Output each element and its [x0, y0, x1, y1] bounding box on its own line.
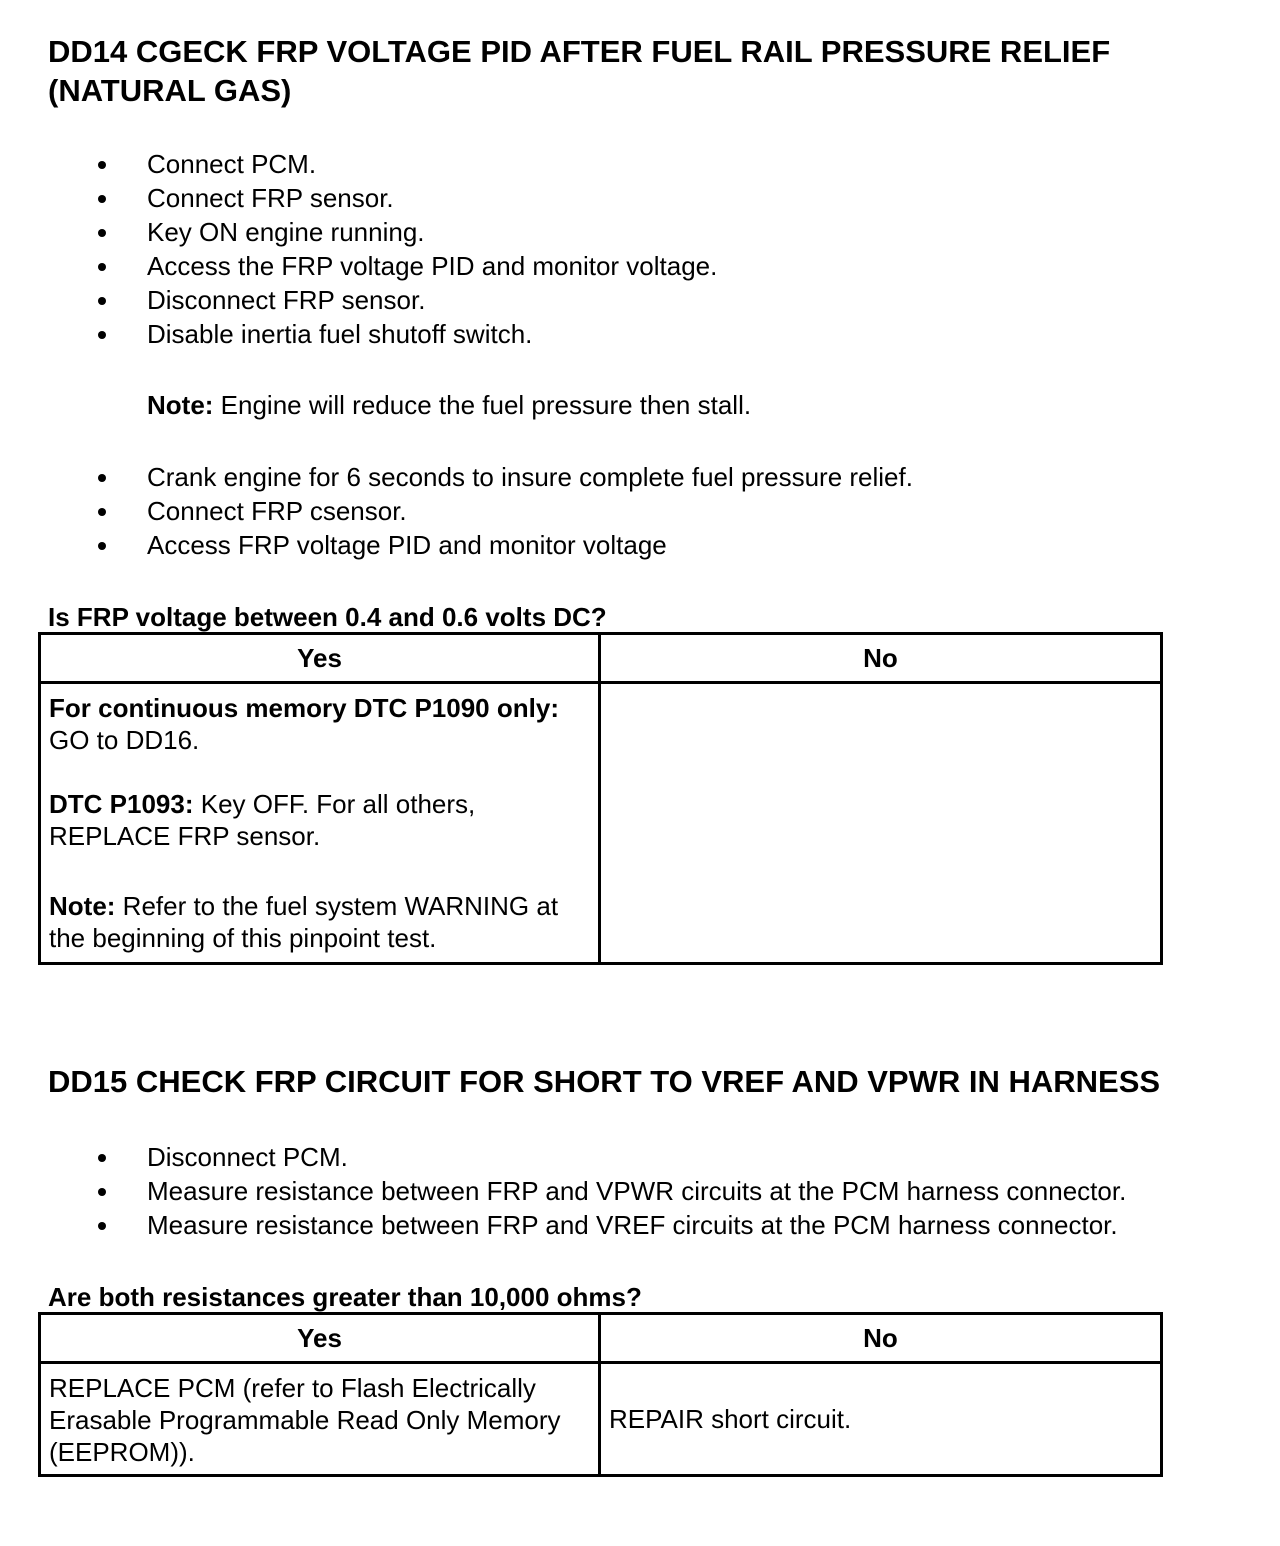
- yes-para-dtc-p1090: For continuous memory DTC P1090 only: GO to DD16.: [49, 693, 559, 755]
- dd14-title-line2: (NATURAL GAS): [48, 73, 292, 108]
- dd15-title: DD15 CHECK FRP CIRCUIT FOR SHORT TO VREF AND VPWR IN HARNESS: [48, 1064, 1161, 1099]
- bullet-icon: [98, 263, 106, 271]
- no-cell: [600, 683, 1162, 964]
- list-item: Connect FRP sensor.: [0, 181, 717, 215]
- bullet-icon: [98, 331, 106, 339]
- no-column-header: No: [600, 1314, 1162, 1363]
- no-column-header: No: [600, 634, 1162, 683]
- list-item: Disconnect FRP sensor.: [0, 283, 717, 317]
- list-item: Access the FRP voltage PID and monitor voltage.: [0, 249, 717, 283]
- table-row: [40, 1363, 1162, 1476]
- list-item: Access FRP voltage PID and monitor voltage: [0, 528, 913, 562]
- list-item: Disable inertia fuel shutoff switch.: [0, 317, 717, 351]
- list-item: Measure resistance between FRP and VREF circuits at the PCM harness connector.: [0, 1208, 1126, 1242]
- yes-para-dtc-p1093: DTC P1093: Key OFF. For all others, REPLACE FRP sensor.: [49, 789, 476, 851]
- dd15-question: Are both resistances greater than 10,000 ohms?: [48, 1282, 642, 1312]
- list-item: Disconnect PCM.: [0, 1140, 1126, 1174]
- yes-para-note: Note: Refer to the fuel system WARNING at the beginning of this pinpoint test.: [49, 891, 559, 953]
- yes-column-header: Yes: [40, 1314, 600, 1363]
- dd14-steps-a: [0, 147, 717, 351]
- dd14-result-table: [38, 632, 1163, 965]
- list-item: Key ON engine running.: [0, 215, 717, 249]
- bullet-icon: [98, 195, 106, 203]
- dd14-title-line1: DD14 CGECK FRP VOLTAGE PID AFTER FUEL RAIL PRESSURE RELIEF: [48, 34, 1111, 69]
- bullet-icon: [98, 229, 106, 237]
- no-cell: REPAIR short circuit.: [600, 1363, 1162, 1476]
- bullet-icon: [98, 297, 106, 305]
- note-text: Engine will reduce the fuel pressure then stall.: [213, 390, 752, 420]
- yes-cell: REPLACE PCM (refer to Flash Electrically Erasable Programmable Read Only Memory (EEPROM)).: [40, 1363, 600, 1476]
- table-row: [40, 683, 1162, 964]
- bullet-icon: [98, 474, 106, 482]
- bullet-icon: [98, 1154, 106, 1162]
- list-item: Crank engine for 6 seconds to insure complete fuel pressure relief.: [0, 460, 913, 494]
- table-header-row: [40, 1314, 1162, 1363]
- yes-cell: [40, 683, 600, 964]
- dd14-question: Is FRP voltage between 0.4 and 0.6 volts DC?: [48, 602, 607, 632]
- bullet-icon: [98, 542, 106, 550]
- dd14-title: [48, 32, 1110, 110]
- dd15-steps: [0, 1140, 1126, 1242]
- bullet-icon: [98, 508, 106, 516]
- list-item: Measure resistance between FRP and VPWR circuits at the PCM harness connector.: [0, 1174, 1126, 1208]
- bullet-icon: [98, 1188, 106, 1196]
- dd15-result-table: [38, 1312, 1163, 1477]
- dd14-steps-b: [0, 460, 913, 562]
- list-item: Connect FRP csensor.: [0, 494, 913, 528]
- bullet-icon: [98, 1222, 106, 1230]
- note-label: Note:: [147, 390, 214, 420]
- dd14-note: [147, 388, 751, 422]
- table-header-row: [40, 634, 1162, 683]
- yes-column-header: Yes: [40, 634, 600, 683]
- bullet-icon: [98, 161, 106, 169]
- list-item: Connect PCM.: [0, 147, 717, 181]
